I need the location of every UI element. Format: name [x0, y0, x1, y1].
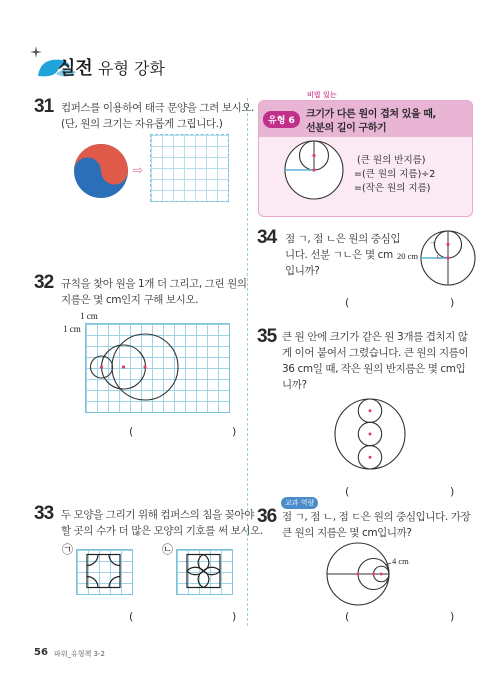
answer-paren-left: (: [345, 610, 350, 623]
question-text: 36 cm일 때, 작은 원의 반지름은 몇 cm입: [282, 363, 466, 375]
shape-b: [176, 549, 233, 595]
answer-paren-left: (: [129, 610, 134, 623]
answer-paren-right: ): [450, 296, 455, 309]
type6-panel: [258, 100, 473, 217]
book-title: 파워_유형책 3-2: [54, 650, 105, 658]
formula-line: (큰 원의 반지름): [357, 155, 426, 166]
unit-label: 1 cm: [80, 311, 98, 321]
question-text: 규칙을 찾아 원을 1개 더 그리고, 그린 원의: [61, 278, 247, 290]
formula-line: =(작은 원의 지름): [354, 183, 431, 194]
question-text: 니까?: [282, 379, 307, 391]
unit-label: 1 cm: [63, 324, 81, 334]
answer-blank[interactable]: [354, 295, 446, 310]
taegeuk-symbol: [72, 142, 130, 200]
question-text: 점 ㄱ, 점 ㄴ, 점 ㄷ은 원의 중심입니다. 가장: [282, 511, 471, 523]
answer-blank[interactable]: [138, 609, 228, 624]
question-text: (단, 원의 크기는 자유롭게 그립니다.): [61, 118, 223, 130]
question-text: 두 모양을 그리기 위해 컴퍼스의 침을 꽂아야: [61, 509, 254, 521]
drawing-grid[interactable]: [150, 134, 229, 202]
figure-label: 20 cm: [397, 251, 419, 261]
circle-pattern: [85, 323, 230, 413]
answer-paren-right: ): [232, 425, 237, 438]
question-text: 큰 원 안에 크기가 같은 원 3개를 겹치지 않: [282, 331, 468, 343]
question-number: 35: [257, 326, 277, 347]
question-number: 31: [34, 96, 54, 117]
answer-paren-right: ): [450, 485, 455, 498]
answer-blank[interactable]: [138, 424, 228, 439]
question-text: 할 곳의 수가 더 많은 모양의 기호를 써 보시오.: [61, 525, 263, 537]
point-label: ㄴ: [436, 253, 443, 261]
point-label: ㄱ: [429, 240, 436, 248]
question-text: 니다. 선분 ㄱㄴ은 몇 cm: [285, 249, 393, 261]
q34-figure: [420, 228, 478, 288]
type-title: 선분의 길이 구하기: [306, 123, 387, 134]
type6-figure: [283, 139, 345, 201]
figure-label: 4 cm: [392, 556, 409, 566]
question-number: 36: [257, 506, 277, 527]
column-divider: [247, 98, 248, 626]
page-number: 56: [34, 647, 48, 658]
answer-paren-left: (: [345, 296, 350, 309]
q35-figure: [333, 397, 407, 471]
answer-blank[interactable]: [354, 484, 446, 499]
question-number: 33: [34, 503, 54, 524]
type-tag: 비법 있는: [307, 91, 337, 99]
question-number: 34: [257, 227, 277, 248]
question-text: 게 이어 붙여서 그렸습니다. 큰 원의 지름이: [282, 347, 469, 359]
answer-paren-right: ): [450, 610, 455, 623]
formula-line: =(큰 원의 지름)÷2: [354, 169, 436, 180]
section-header: [32, 48, 172, 82]
answer-paren-left: (: [345, 485, 350, 498]
q36-figure: [325, 541, 425, 607]
competency-badge: 교과 역량: [281, 497, 318, 509]
arrow-right-icon: ⇨: [133, 163, 144, 177]
answer-paren-left: (: [129, 425, 134, 438]
question-text: 컴퍼스를 이용하여 태극 문양을 그려 보시오.: [61, 102, 254, 114]
answer-blank[interactable]: [354, 609, 446, 624]
answer-paren-right: ): [232, 610, 237, 623]
question-text: 큰 원의 지름은 몇 cm입니까?: [282, 527, 412, 539]
question-text: 입니까?: [285, 265, 320, 277]
header-title-rest: 유형 강화: [98, 59, 165, 78]
question-number: 32: [34, 272, 54, 293]
choice-label-a: ㉠: [62, 543, 73, 556]
question-text: 점 ㄱ, 점 ㄴ은 원의 중심입: [285, 233, 401, 245]
choice-label-b: ㉡: [162, 543, 173, 556]
type-badge: 유형 6: [263, 111, 300, 128]
question-text: 지름은 몇 cm인지 구해 보시오.: [61, 294, 199, 306]
header-title-bold: 실전: [58, 58, 93, 79]
type-title: 크기가 다른 원이 겹쳐 있을 때,: [306, 109, 436, 120]
shape-a: [76, 549, 133, 595]
